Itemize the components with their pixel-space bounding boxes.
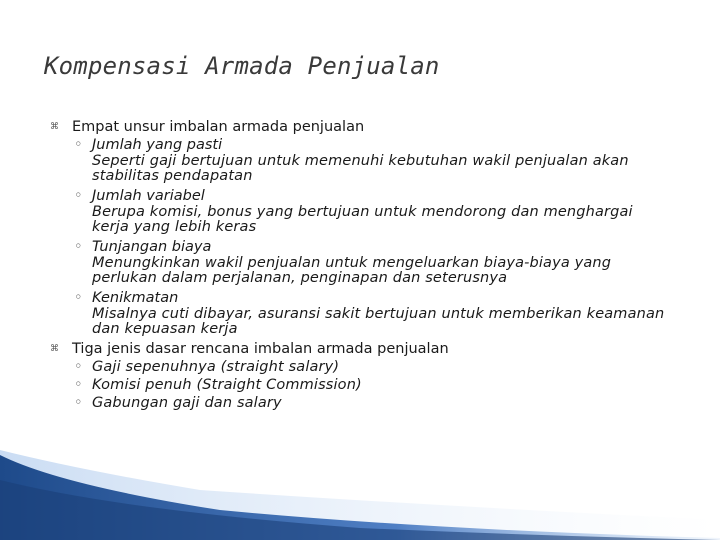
bullet-item xyxy=(50,340,670,358)
sub-bullet-text: Kenikmatan xyxy=(92,290,179,306)
sub-bullet-item xyxy=(50,136,670,154)
sub-bullet-item xyxy=(50,187,670,205)
bullet-text: Tiga jenis dasar rencana imbalan armada penjualan xyxy=(72,341,449,357)
sub-bullet-icon: ◦ xyxy=(74,239,83,255)
sub-bullet-text: Tunjangan biaya xyxy=(92,239,212,255)
sub-bullet-text: Jumlah variabel xyxy=(92,188,205,204)
slide-title: Kompensasi Armada Penjualan xyxy=(44,52,440,80)
sub-bullet-text: Jumlah yang pasti xyxy=(92,137,223,153)
sub-bullet-text: Komisi penuh (Straight Commission) xyxy=(92,377,362,393)
slide-content xyxy=(50,118,670,412)
decorative-wave xyxy=(0,450,720,540)
sub-bullet-item xyxy=(50,238,670,256)
sub-bullet-icon: ◦ xyxy=(74,377,83,393)
sub-bullet-icon: ◦ xyxy=(74,359,83,375)
bullet-item xyxy=(50,118,670,136)
sub-bullet-icon: ◦ xyxy=(74,137,83,153)
sub-bullet-desc: Menungkinkan wakil penjualan untuk mengeluarkan biaya-biaya yang perlukan dalam perjalanan, penginapan dan seterusnya xyxy=(92,255,612,286)
sub-bullet-desc: Berupa komisi, bonus yang bertujuan untuk mendorong dan menghargai kerja yang lebih keras xyxy=(92,204,633,235)
arrow-bullet-icon: ⌘ xyxy=(50,344,59,354)
sub-bullet-text: Gaji sepenuhnya (straight salary) xyxy=(92,359,340,375)
sub-bullet-icon: ◦ xyxy=(74,290,83,306)
sub-bullet-item xyxy=(50,394,670,412)
sub-bullet-item xyxy=(50,358,670,376)
sub-bullet-desc: Misalnya cuti dibayar, asuransi sakit bertujuan untuk memberikan keamanan dan kepuasan kerja xyxy=(92,306,665,337)
arrow-bullet-icon: ⌘ xyxy=(50,122,59,132)
sub-bullet-icon: ◦ xyxy=(74,188,83,204)
sub-bullet-item xyxy=(50,376,670,394)
sub-bullet-text: Gabungan gaji dan salary xyxy=(92,395,282,411)
bullet-text: Empat unsur imbalan armada penjualan xyxy=(72,119,365,135)
sub-bullet-desc: Seperti gaji bertujuan untuk memenuhi kebutuhan wakil penjualan akan stabilitas pendapatan xyxy=(92,153,629,184)
sub-bullet-item xyxy=(50,289,670,307)
sub-bullet-icon: ◦ xyxy=(74,395,83,411)
